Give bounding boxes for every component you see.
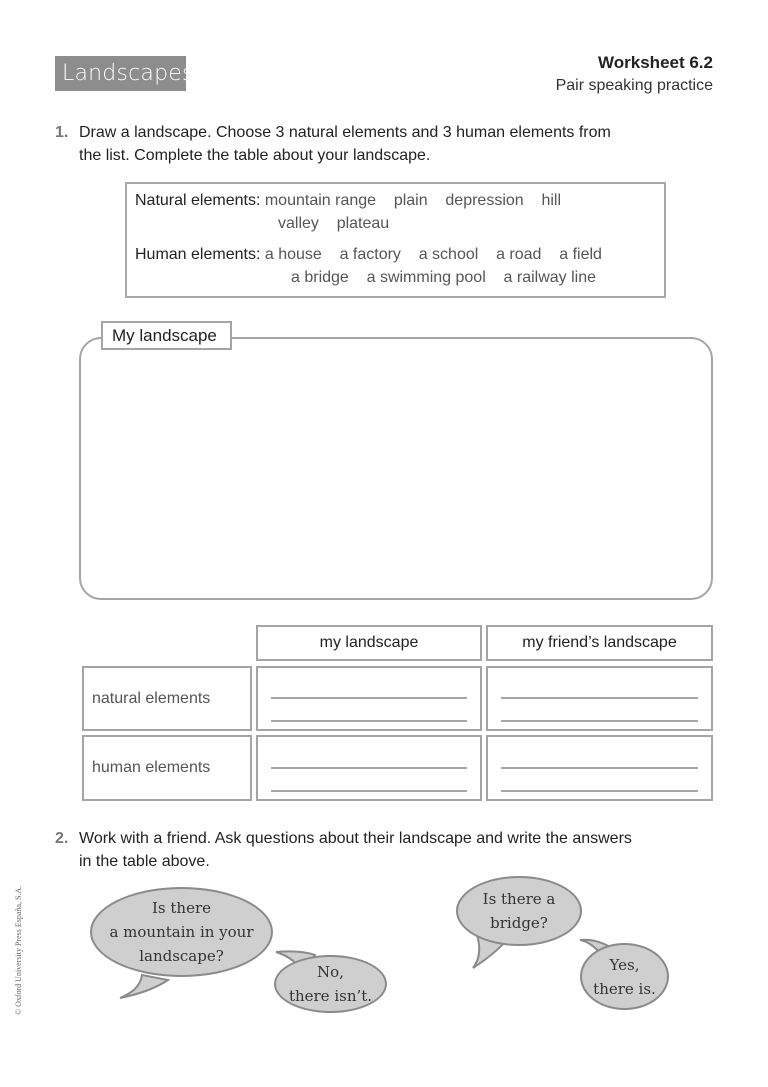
human-elements-label: Human elements: [135, 246, 261, 263]
instruction-line: in the table above. [79, 853, 210, 870]
bubble-text-line: landscape? [139, 947, 224, 965]
bubble-text-line: Is there a [482, 890, 556, 908]
speech-bubble-question [456, 876, 582, 946]
exercise-number: 2. [55, 830, 69, 847]
column-header-friends-landscape: my friend’s landscape [486, 625, 713, 661]
answer-cell-friend-natural[interactable] [486, 666, 713, 731]
speech-bubble-answer [580, 943, 669, 1010]
natural-elements-list: valley plateau [278, 215, 390, 232]
answer-line[interactable] [501, 720, 698, 722]
speech-bubble-answer [274, 955, 387, 1013]
row-label-natural: natural elements [82, 666, 252, 731]
topic-badge: Landscapes [55, 56, 186, 91]
answer-line[interactable] [271, 767, 467, 769]
exercise-number: 1. [55, 124, 69, 141]
instruction-line: Work with a friend. Ask questions about their landscape and write the answers [79, 830, 632, 847]
bubble-text-line: there isn’t. [288, 987, 373, 1005]
answer-line[interactable] [501, 697, 698, 699]
word-list-box [125, 182, 666, 298]
column-header-my-landscape: my landscape [256, 625, 482, 661]
answer-line[interactable] [271, 790, 467, 792]
bubble-text-line: bridge? [490, 914, 548, 932]
bubble-text-line: Yes, [609, 955, 640, 974]
answer-line[interactable] [271, 697, 467, 699]
bubble-text-line: No, [317, 963, 344, 981]
instruction-line: the list. Complete the table about your landscape. [79, 147, 431, 164]
exercise-1-instructions [55, 121, 715, 167]
answer-cell-my-human[interactable] [256, 735, 482, 801]
answer-line[interactable] [501, 767, 698, 769]
drawing-area-label: My landscape [101, 321, 232, 350]
answer-line[interactable] [501, 790, 698, 792]
human-elements-list: a house a factory a school a road a field [264, 246, 602, 263]
bubble-text-line: a mountain in your [109, 923, 254, 941]
worksheet-title: Worksheet 6.2 [598, 53, 713, 72]
row-label-human: human elements [82, 735, 252, 801]
speech-bubble-question [90, 887, 273, 977]
answer-cell-my-natural[interactable] [256, 666, 482, 731]
drawing-area[interactable] [79, 337, 713, 600]
human-elements-list: a bridge a swimming pool a railway line [291, 269, 597, 286]
answer-line[interactable] [271, 720, 467, 722]
worksheet-subtitle: Pair speaking practice [555, 77, 713, 94]
natural-elements-label: Natural elements: [135, 192, 261, 209]
bubble-text-line: there is. [593, 979, 656, 998]
exercise-2-instructions [55, 827, 715, 873]
natural-elements-list: mountain range plain depression hill [264, 192, 562, 209]
answer-cell-friend-human[interactable] [486, 735, 713, 801]
bubble-text-line: Is there [151, 899, 211, 917]
copyright-notice: © Oxford University Press España, S.A. [14, 885, 23, 1015]
instruction-line: Draw a landscape. Choose 3 natural elements and 3 human elements from [79, 124, 611, 141]
